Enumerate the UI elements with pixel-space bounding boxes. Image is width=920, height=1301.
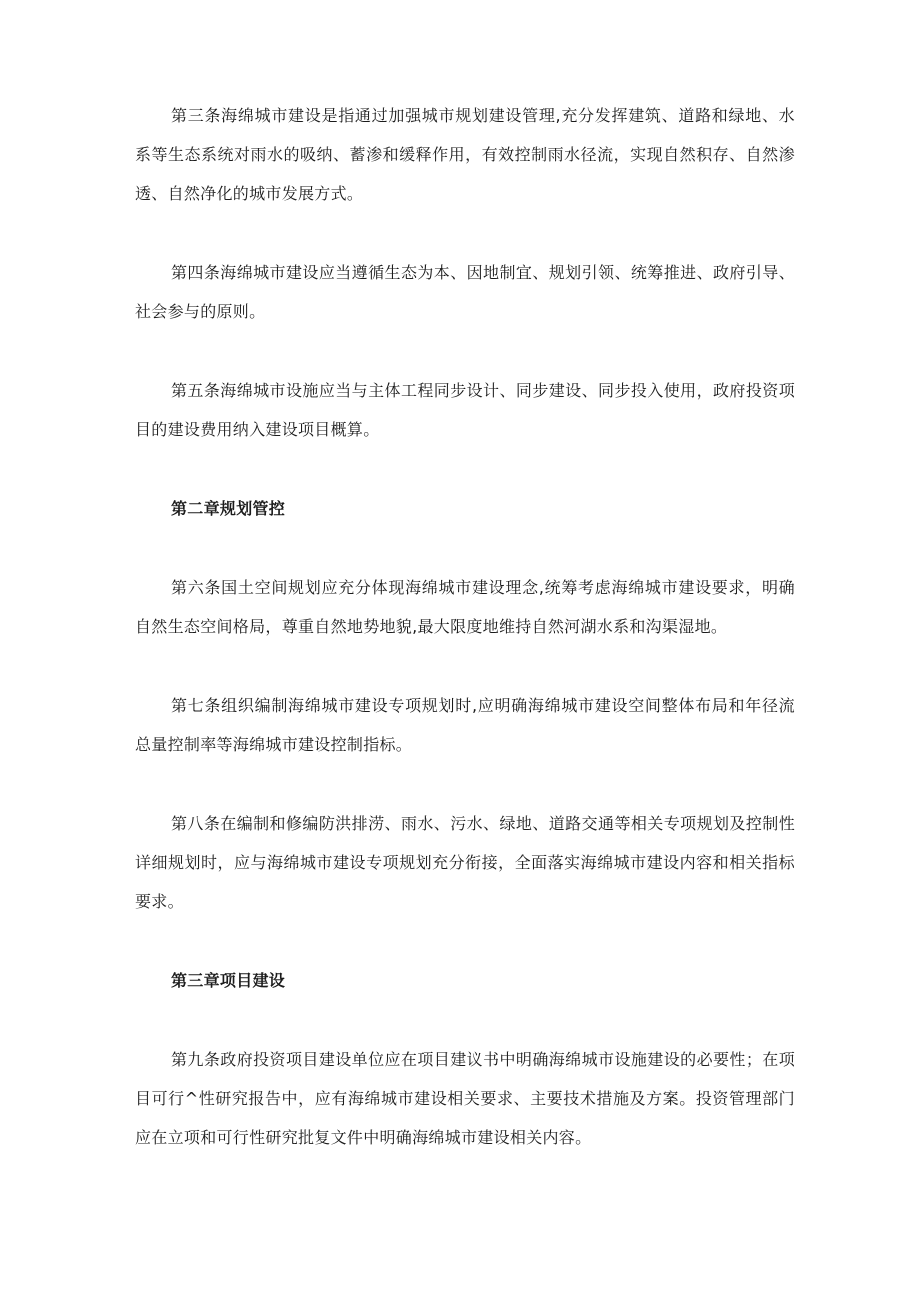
article-6-paragraph: 第六条国土空间规划应充分体现海绵城市建设理念,统筹考虑海绵城市建设要求，明确自然生态空间格局，尊重自然地势地貌,最大限度地维持自然河湖水系和沟渠湿地。 <box>135 578 795 636</box>
document-body <box>135 96 795 1157</box>
article-8-paragraph: 第八条在编制和修编防洪排涝、雨水、污水、绿地、道路交通等相关专项规划及控制性详细规划时，应与海绵城市建设专项规划充分衔接，全面落实海绵城市建设内容和相关指标要求。 <box>135 814 795 911</box>
paragraph-gap <box>135 921 795 961</box>
chapter-2-heading: 第二章规划管控 <box>171 499 286 518</box>
paragraph-gap <box>135 331 795 371</box>
article-4-paragraph: 第四条海绵城市建设应当遵循生态为本、因地制宜、规划引领、统筹推进、政府引导、社会参与的原则。 <box>135 263 795 321</box>
paragraph-gap <box>135 528 795 568</box>
chapter-3-heading: 第三章项目建设 <box>171 971 286 990</box>
article-7-paragraph: 第七条组织编制海绵城市建设专项规划时,应明确海绵城市建设空间整体布局和年径流总量控制率等海绵城市建设控制指标。 <box>135 696 795 754</box>
article-3-paragraph: 第三条海绵城市建设是指通过加强城市规划建设管理,充分发挥建筑、道路和绿地、水系等生态系统对雨水的吸纳、蓄渗和缓释作用，有效控制雨水径流，实现自然积存、自然渗透、自然净化的城市发展方式。 <box>135 106 795 203</box>
paragraph-gap <box>135 449 795 489</box>
paragraph-gap <box>135 646 795 686</box>
paragraph-gap <box>135 764 795 804</box>
paragraph-gap <box>135 213 795 253</box>
article-5-paragraph: 第五条海绵城市设施应当与主体工程同步设计、同步建设、同步投入使用，政府投资项目的建设费用纳入建设项目概算。 <box>135 381 795 439</box>
paragraph-gap <box>135 1000 795 1040</box>
article-9-paragraph: 第九条政府投资项目建设单位应在项目建议书中明确海绵城市设施建设的必要性；在项目可行^性研究报告中，应有海绵城市建设相关要求、主要技术措施及方案。投资管理部门应在立项和可行性研究批复文件中明确海绵城市建设相关内容。 <box>135 1050 795 1147</box>
